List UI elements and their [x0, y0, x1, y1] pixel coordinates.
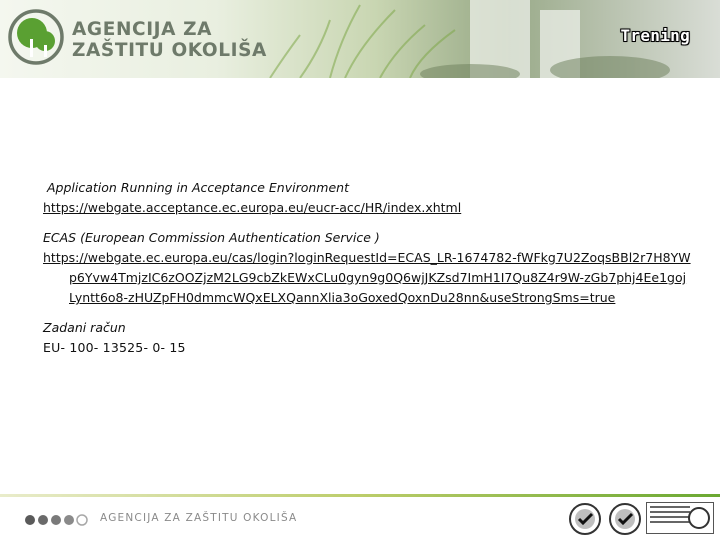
tree-logo-icon	[8, 9, 66, 65]
header-banner	[0, 0, 720, 78]
main-content	[43, 178, 693, 358]
spacer	[43, 218, 693, 228]
footer-org-name: AGENCIJA ZA ZAŠTITU OKOLIŠA	[100, 512, 298, 524]
footer-dot	[51, 515, 61, 525]
certificate-text-lines	[650, 506, 690, 526]
logo-text-line1: AGENCIJA ZA	[72, 19, 213, 40]
iso-certificate-badge	[646, 502, 714, 534]
footer-dot	[38, 515, 48, 525]
agency-logo[interactable]	[8, 9, 308, 65]
logo-text-line2: ZAŠTITU OKOLIŠA	[72, 40, 267, 61]
footer-dot	[77, 515, 87, 525]
account-value: EU- 100- 13525- 0- 15	[43, 340, 186, 355]
certificate-seal-icon	[688, 507, 710, 529]
spacer	[43, 308, 693, 318]
footer-dots-icon	[24, 514, 94, 526]
acceptance-url-link[interactable]: https://webgate.acceptance.ec.europa.eu/eucr-acc/HR/index.xhtml	[43, 200, 462, 215]
certification-logo-icon	[608, 502, 642, 536]
section-title: Trening	[620, 26, 690, 45]
footer-divider	[0, 494, 720, 497]
environment-title: Application Running in Acceptance Environment	[47, 180, 349, 195]
ecas-title: ECAS (European Commission Authentication Service )	[43, 230, 380, 245]
footer-dot	[64, 515, 74, 525]
footer-dot	[25, 515, 35, 525]
account-label: Zadani račun	[43, 320, 126, 335]
ecas-url-link[interactable]: https://webgate.ec.europa.eu/cas/login?loginRequestId=ECAS_LR-1674782-fWFkg7U2ZoqsBBl2r7H8YWp6Yvw4TmjzIC6zOOZjzM2LG9cbZkEWxCLu0gyn9g0Q6wjJKZsd7ImH1I7Qu8Z4r9W-zGb7phj4Ee1gojLyntt6o8-zHUZpFH0dmmcWQxELXQannXlia3oGoxedQoxnDu28nn&useStrongSms=true	[43, 250, 691, 305]
certification-logo-icon	[568, 502, 602, 536]
